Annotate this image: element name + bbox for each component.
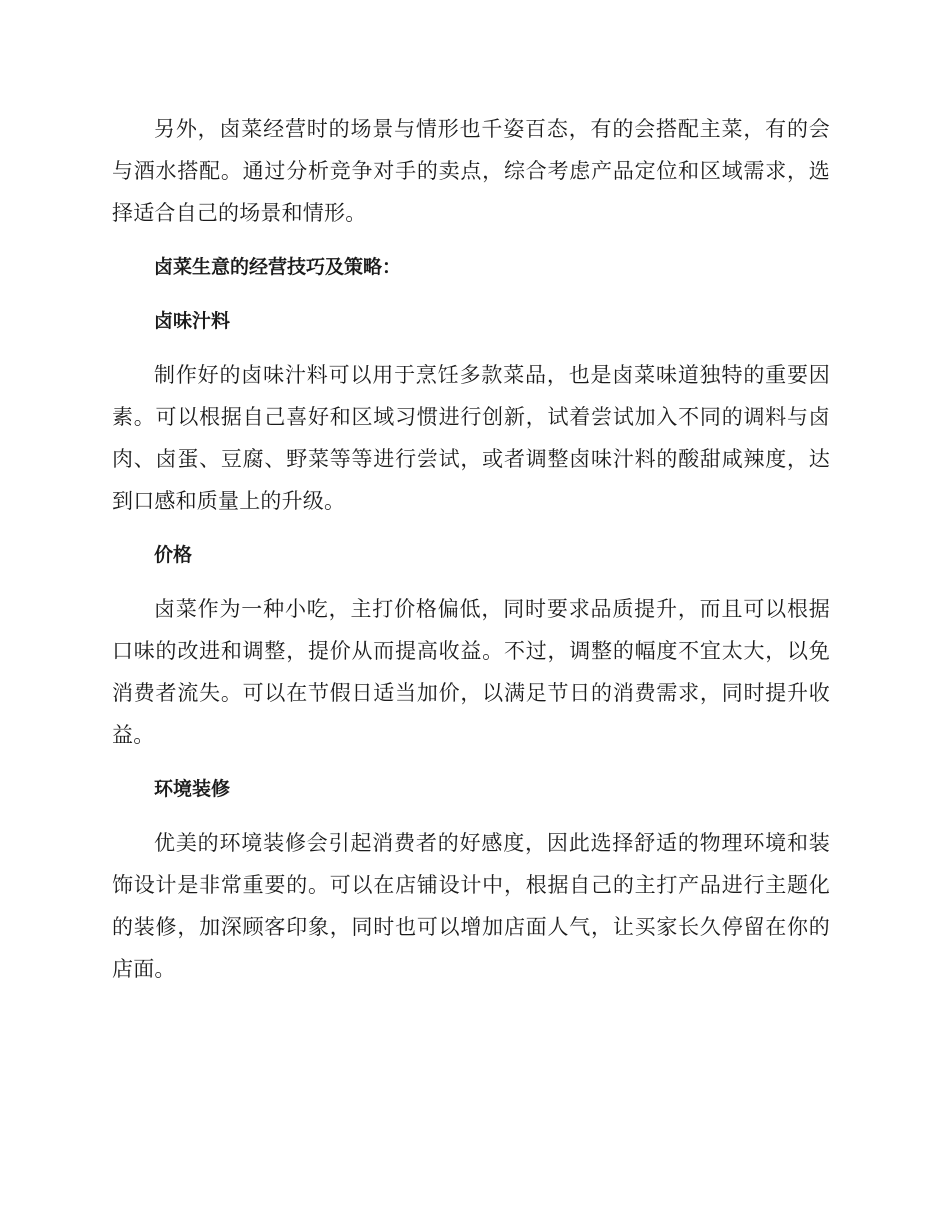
price-heading: 价格	[154, 544, 193, 566]
decor-heading: 环境装修	[154, 778, 231, 800]
price-paragraph: 卤菜作为一种小吃，主打价格偏低，同时要求品质提升，而且可以根据口味的改进和调整，提价从而提高收益。不过，调整的幅度不宜太大，以免消费者流失。可以在节假日适当加价，以满足节日的消费需求，同时提升收益。	[112, 597, 830, 747]
spacer	[112, 342, 830, 354]
spacer	[112, 234, 830, 246]
sauce-paragraph: 制作好的卤味汁料可以用于烹饪多款菜品，也是卤菜味道独特的重要因素。可以根据自己喜好和区域习惯进行创新，试着尝试加入不同的调料与卤肉、卤蛋、豆腐、野菜等等进行尝试，或者调整卤味汁料的酸甜咸辣度，达到口感和质量上的升级。	[112, 363, 830, 513]
document-page	[112, 108, 830, 990]
spacer	[112, 810, 830, 822]
spacer	[112, 522, 830, 534]
section-title: 卤菜生意的经营技巧及策略：	[154, 256, 402, 278]
decor-paragraph: 优美的环境装修会引起消费者的好感度，因此选择舒适的物理环境和装饰设计是非常重要的。可以在店铺设计中，根据自己的主打产品进行主题化的装修，加深顾客印象，同时也可以增加店面人气，让买家长久停留在你的店面。	[112, 831, 830, 981]
spacer	[112, 756, 830, 768]
spacer	[112, 288, 830, 300]
spacer	[112, 576, 830, 588]
intro-paragraph: 另外，卤菜经营时的场景与情形也千姿百态，有的会搭配主菜，有的会与酒水搭配。通过分析竞争对手的卖点，综合考虑产品定位和区域需求，选择适合自己的场景和情形。	[112, 117, 830, 225]
sauce-heading: 卤味汁料	[154, 310, 231, 332]
